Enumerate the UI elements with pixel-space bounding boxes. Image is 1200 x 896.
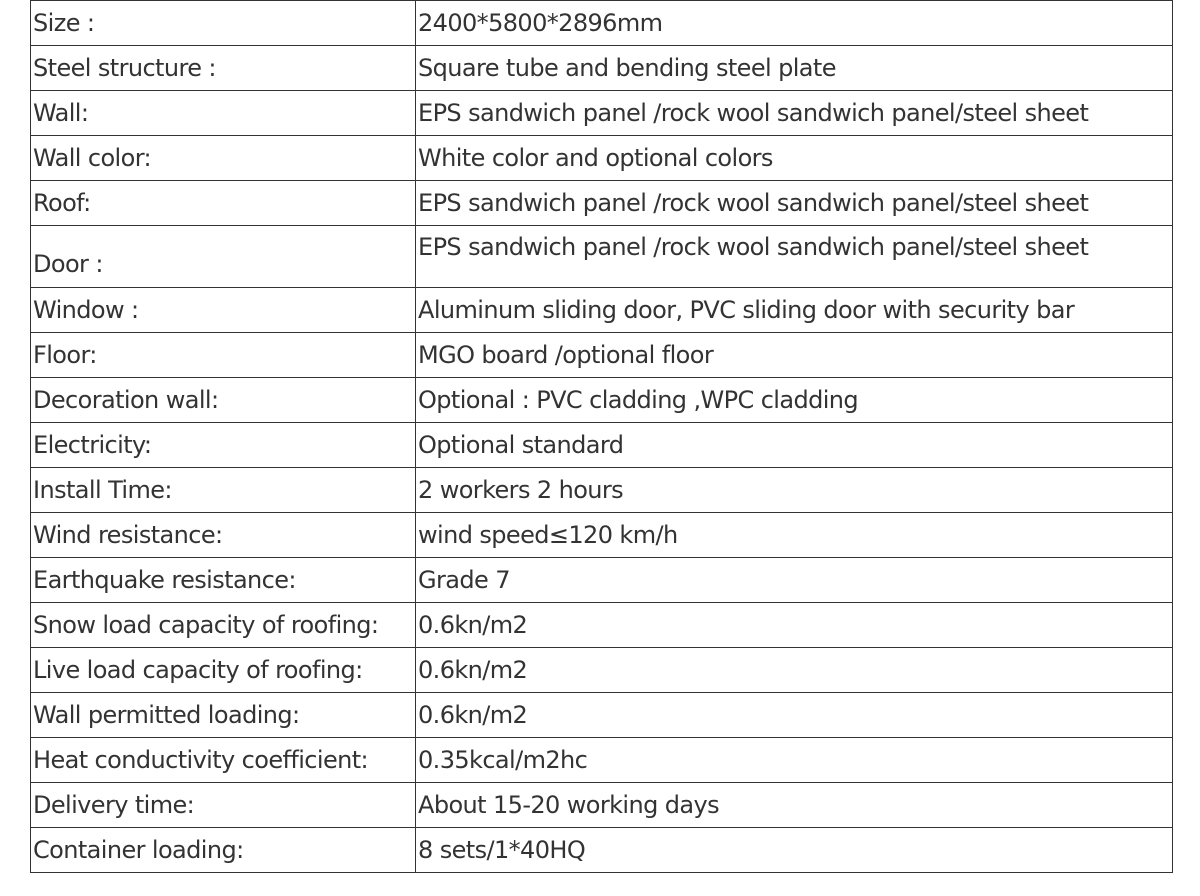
spec-value: 0.6kn/m2: [416, 603, 1173, 648]
table-row: [31, 828, 1173, 873]
spec-value: EPS sandwich panel /rock wool sandwich panel/steel sheet: [416, 181, 1173, 226]
spec-label: Wall permitted loading:: [31, 693, 416, 738]
spec-value: 8 sets/1*40HQ: [416, 828, 1173, 873]
table-row: [31, 136, 1173, 181]
spec-value: 2400*5800*2896mm: [416, 1, 1173, 46]
spec-value: White color and optional colors: [416, 136, 1173, 181]
spec-table: [30, 0, 1173, 873]
spec-label: Steel structure :: [31, 46, 416, 91]
table-row: [31, 181, 1173, 226]
table-row: [31, 423, 1173, 468]
spec-value: 0.35kcal/m2hc: [416, 738, 1173, 783]
table-row: [31, 226, 1173, 288]
table-row: [31, 288, 1173, 333]
table-row: [31, 1, 1173, 46]
table-row: [31, 783, 1173, 828]
spec-label: Snow load capacity of roofing:: [31, 603, 416, 648]
spec-value: About 15-20 working days: [416, 783, 1173, 828]
spec-label: Live load capacity of roofing:: [31, 648, 416, 693]
spec-label: Install Time:: [31, 468, 416, 513]
table-row: [31, 378, 1173, 423]
spec-label: Earthquake resistance:: [31, 558, 416, 603]
spec-label: Wall:: [31, 91, 416, 136]
spec-label: Roof:: [31, 181, 416, 226]
table-row: [31, 603, 1173, 648]
table-row: [31, 648, 1173, 693]
table-row: [31, 91, 1173, 136]
spec-label: Door :: [31, 226, 416, 288]
spec-label: Floor:: [31, 333, 416, 378]
spec-value: 2 workers 2 hours: [416, 468, 1173, 513]
spec-value: Grade 7: [416, 558, 1173, 603]
spec-label: Decoration wall:: [31, 378, 416, 423]
spec-value: MGO board /optional floor: [416, 333, 1173, 378]
spec-value: Aluminum sliding door, PVC sliding door with security bar: [416, 288, 1173, 333]
spec-label: Wall color:: [31, 136, 416, 181]
spec-label: Container loading:: [31, 828, 416, 873]
spec-label: Window :: [31, 288, 416, 333]
table-row: [31, 738, 1173, 783]
spec-label: Delivery time:: [31, 783, 416, 828]
table-row: [31, 468, 1173, 513]
spec-value: Square tube and bending steel plate: [416, 46, 1173, 91]
spec-label: Wind resistance:: [31, 513, 416, 558]
table-row: [31, 333, 1173, 378]
spec-label: Size :: [31, 1, 416, 46]
spec-label: Heat conductivity coefficient:: [31, 738, 416, 783]
spec-value: 0.6kn/m2: [416, 693, 1173, 738]
spec-value: Optional standard: [416, 423, 1173, 468]
spec-value: 0.6kn/m2: [416, 648, 1173, 693]
table-row: [31, 693, 1173, 738]
spec-value: Optional : PVC cladding ,WPC cladding: [416, 378, 1173, 423]
table-row: [31, 513, 1173, 558]
spec-value: EPS sandwich panel /rock wool sandwich panel/steel sheet: [416, 91, 1173, 136]
spec-label: Electricity:: [31, 423, 416, 468]
table-row: [31, 558, 1173, 603]
spec-value: EPS sandwich panel /rock wool sandwich panel/steel sheet: [416, 226, 1173, 288]
table-row: [31, 46, 1173, 91]
spec-value: wind speed≤120 km/h: [416, 513, 1173, 558]
